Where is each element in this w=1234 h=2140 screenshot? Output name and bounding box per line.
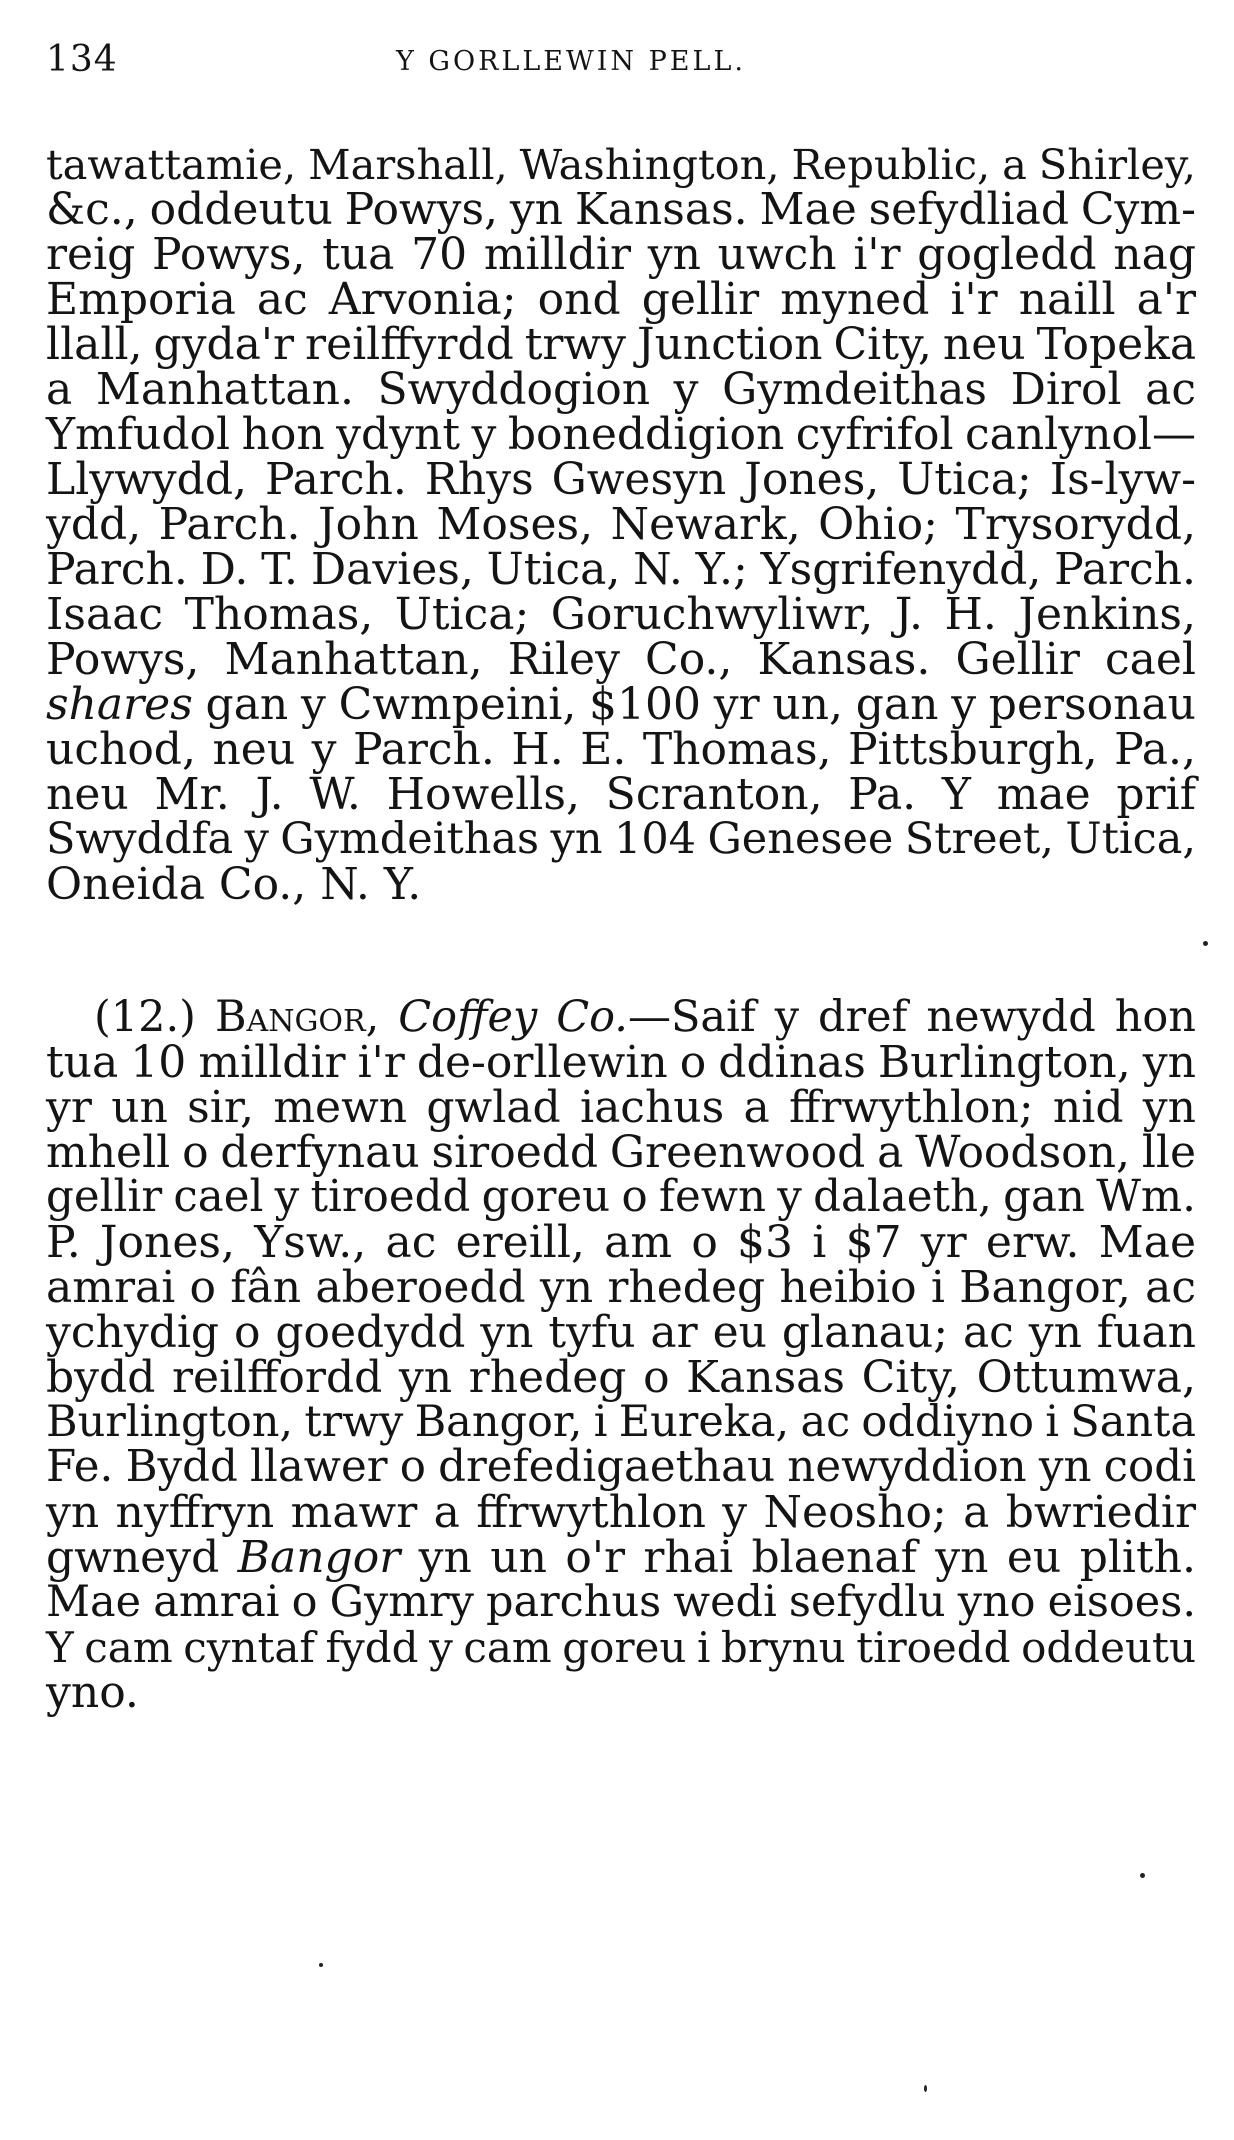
section-number: (12.) bbox=[94, 992, 196, 1042]
text-line: Burlington, trwy Bangor, i Eureka, ac oddiyno i Santa bbox=[46, 1397, 1196, 1447]
text-line: Y cam cyntaf fydd y cam goreu i brynu tiroedd oddeutu bbox=[46, 1623, 1196, 1672]
place-name: Bangor, bbox=[214, 992, 380, 1042]
text-run: gwneyd bbox=[46, 1532, 238, 1583]
text-line: &c., oddeutu Powys, yn Kansas. Mae sefydliad Cym- bbox=[46, 184, 1196, 235]
text-line: yn nyffryn mawr a ffrwythlon y Neosho; a bwriedir bbox=[46, 1487, 1196, 1538]
text-line: Ymfudol hon ydynt y boneddigion cyfrifol canlynol— bbox=[46, 409, 1196, 460]
text-line: Oneida Co., N. Y. bbox=[46, 859, 422, 910]
section-heading-line bbox=[46, 992, 1196, 1042]
text-line: mhell o derfynau siroedd Greenwood a Woodson, lle bbox=[46, 1127, 1196, 1178]
text-run: gan y Cwmpeini, $100 yr un, gan y personau bbox=[192, 679, 1196, 730]
paragraph-continued bbox=[46, 140, 1197, 910]
text-line: Powys, Manhattan, Riley Co., Kansas. Gellir cael bbox=[46, 634, 1196, 685]
text-line: amrai o fân aberoedd yn rhedeg heibio i Bangor, ac bbox=[46, 1262, 1196, 1313]
text-line-with-italic bbox=[46, 679, 1196, 730]
county-name: Coffey Co. bbox=[398, 992, 628, 1042]
text-line: a Manhattan. Swyddogion y Gymdeithas Dirol ac bbox=[46, 364, 1196, 415]
text-line-with-italic bbox=[46, 1532, 1197, 1583]
print-speck bbox=[1140, 1873, 1145, 1878]
text-line: gellir cael y tiroedd goreu o fewn y dalaeth, gan Wm. bbox=[46, 1172, 1196, 1222]
text-line: P. Jones, Ysw., ac ereill, am o $3 i $7 yr erw. Mae bbox=[46, 1217, 1196, 1268]
text-line: Parch. D. T. Davies, Utica, N. Y.; Ysgrifenydd, Parch. bbox=[46, 544, 1196, 595]
section-bangor bbox=[46, 992, 1197, 1718]
text-line: neu Mr. J. W. Howells, Scranton, Pa. Y mae prif bbox=[46, 769, 1196, 820]
text-line: Swyddfa y Gymdeithas yn 104 Genesee Street, Utica, bbox=[46, 814, 1196, 864]
text-line: yno. bbox=[46, 1667, 139, 1718]
text-line: reig Powys, tua 70 milldir yn uwch i'r gogledd nag bbox=[46, 229, 1196, 280]
page-number: 134 bbox=[46, 39, 118, 80]
text-line: bydd reilffordd yn rhedeg o Kansas City, Ottumwa, bbox=[46, 1352, 1196, 1403]
text-line: tawattamie, Marshall, Washington, Republic, a Shirley, bbox=[46, 140, 1196, 189]
italic-word: Bangor bbox=[237, 1532, 401, 1583]
text-line: Fe. Bydd llawer o drefedigaethau newyddion yn codi bbox=[46, 1442, 1196, 1492]
text-line: uchod, neu y Parch. H. E. Thomas, Pittsburgh, Pa., bbox=[46, 724, 1196, 775]
text-run: —Saif y dref newydd hon bbox=[627, 992, 1196, 1042]
text-line: Mae amrai o Gymry parchus wedi sefydlu yno eisoes. bbox=[46, 1577, 1196, 1627]
text-line: Emporia ac Arvonia; ond gellir myned i'r naill a'r bbox=[46, 274, 1196, 325]
text-line: yr un sir, mewn gwlad iachus a ffrwythlon; nid yn bbox=[46, 1082, 1196, 1133]
text-line: ychydig o goedydd yn tyfu ar eu glanau; ac yn fuan bbox=[46, 1307, 1196, 1358]
print-speck bbox=[924, 2085, 927, 2092]
running-title: Y GORLLEWIN PELL. bbox=[396, 46, 746, 77]
text-line: ydd, Parch. John Moses, Newark, Ohio; Trysorydd, bbox=[46, 499, 1196, 550]
italic-word: shares bbox=[46, 679, 193, 730]
print-speck bbox=[319, 1963, 323, 1967]
text-line: Isaac Thomas, Utica; Goruchwyliwr, J. H. Jenkins, bbox=[46, 589, 1196, 640]
text-run: yn un o'r rhai blaenaf yn eu plith. bbox=[400, 1532, 1197, 1583]
text-line: Llywydd, Parch. Rhys Gwesyn Jones, Utica; Is-lyw- bbox=[46, 454, 1196, 505]
print-speck bbox=[1203, 941, 1208, 946]
text-line: llall, gyda'r reilffyrdd trwy Junction City, neu Topeka bbox=[46, 319, 1197, 370]
running-head bbox=[46, 40, 1196, 80]
text-line: tua 10 milldir i'r de-orllewin o ddinas Burlington, yn bbox=[46, 1037, 1196, 1088]
